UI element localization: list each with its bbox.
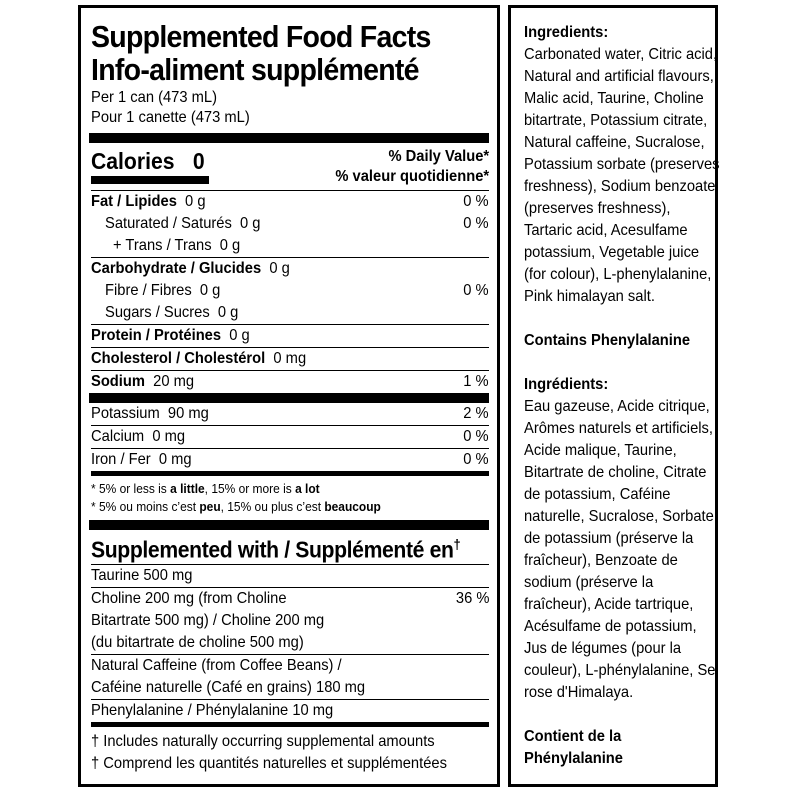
ingredient-line: couleur), L-phénylalanine, Sel [524,662,719,679]
nutrient-label: Iron / Fer [91,451,151,468]
nutrient-row-calcium [91,426,489,448]
ingredient-line: Jus de légumes (pour la [524,640,682,657]
nutrient-label: Fibre / Fibres [105,282,192,299]
divider-medium [91,722,489,727]
ingredient-line: freshness), Sodium benzoate [524,178,716,195]
nutrient-amount: 0 g [240,215,261,232]
supplement-taurine: Taurine 500 mg [91,566,193,584]
divider-medium [91,471,489,476]
ingredients-fr-header: Ingrédients: [524,376,609,393]
ingredient-line: fraîcheur), Benzoate de [524,552,678,569]
ingredient-line: de potassium, Caféine [524,486,671,503]
nutrient-label: Fat / Lipides [91,193,177,210]
serving-fr: Pour 1 canette (473 mL) [91,109,250,126]
nutrient-amount: 90 mg [167,405,209,422]
ingredient-line: Arômes naturels et artificiels, [524,420,713,437]
nutrient-row-iron [91,449,489,471]
nutrient-row-cholesterol [91,348,489,370]
divider-thick [89,393,489,403]
title-en: Supplemented Food Facts [91,19,431,54]
supplement-phenylalanine: Phenylalanine / Phénylalanine 10 mg [91,701,334,719]
ingredient-line: sodium (préserve la [524,574,654,591]
nutrient-amount: 0 mg [152,428,186,445]
ingredient-line: Acide malique, Taurine, [524,442,677,459]
nutrient-label: Sodium [91,373,145,390]
divider-thick [89,133,489,143]
ingredient-line: rose d'Himalaya. [524,684,634,701]
ingredient-line: fraîcheur), Acide tartrique, [524,596,694,613]
ingredient-line: potassium, Vegetable juice [524,244,700,261]
calories-value: 0 [192,148,205,174]
nutrient-row-saturated [91,213,489,235]
contains-fr-line: Phénylalanine [524,750,623,767]
nutrient-label: Potassium [91,405,160,422]
supplement-caffeine: Natural Caffeine (from Coffee Beans) / [91,656,342,674]
footnote-fr: * 5% ou moins c’est peu, 15% ou plus c’est beaucoup [91,499,381,514]
nutrient-dv: 0 % [463,215,489,232]
nutrition-facts-panel: Supplemented Food Facts Info-aliment supplémenté Per 1 can (473 mL) Pour 1 canette (473 mL) Calories 0 % Daily Value* % valeur quotidienne* Fat / Lipides 0 g 0 % Saturated / Saturés 0 g 0 % + Trans / Trans 0 g Carbohydrate / Glucides 0 g Fibre / Fibres 0 g 0 % Sugars / Sucres 0 g Protein / Protéines 0 g Cholesterol / Cholestérol 0 mg Sodium 20 mg 1 % Potassium 90 mg 2 % Calcium 0 mg 0 % Iron / Fer 0 mg 0 % * 5% or less is a little, 15% or more is a lot * 5% ou moins c’est peu, 15% ou plus c’est beaucoup Supplemented with / Supplémenté en† Taurine 500 mg Choline 200 mg (from Choline 36 % Bitartrate 500 mg) / Choline 200 mg (du bitartrate de choline 500 mg) Natural Caffeine (from Coffee Beans) / Caféine naturelle (Café en grains) 180 mg Phenylalanine / Phénylalanine 10 mg † Includes naturally occurring supplemental amounts † Comprend les quantités naturelles et supplémentées [78,5,500,787]
ingredient-line: Natural and artificial flavours, [524,68,714,85]
ingredient-line: Acésulfame de potassium, [524,618,697,635]
nutrient-dv: 2 % [463,405,489,422]
ingredient-line: Bitartrate de choline, Citrate [524,464,707,481]
nutrient-row-fat [91,191,489,213]
ingredient-line: Carbonated water, Citric acid, [524,46,718,63]
nutrient-label: Saturated / Saturés [105,215,232,232]
ingredients-fr-list [524,396,719,704]
nutrient-row-sodium [91,371,489,393]
nutrient-row-potassium [91,403,489,425]
nutrient-dv: 0 % [463,282,489,299]
dagger-note-en: † Includes naturally occurring supplemental amounts [91,732,435,750]
dagger-note-fr: † Comprend les quantités naturelles et supplémentées [91,754,447,772]
ingredient-line: Tartaric acid, Acesulfame [524,222,688,239]
nutrient-amount: 0 g [185,193,206,210]
daily-value-fr: % valeur quotidienne* [335,168,489,185]
nutrient-row-trans [91,235,489,257]
nutrient-label: Calcium [91,428,145,445]
ingredient-line: Eau gazeuse, Acide citrique, [524,398,710,415]
title-fr: Info-aliment supplémenté [91,52,419,87]
nutrient-row-fibre [91,280,489,302]
choline-dv: 36 % [455,589,489,607]
contains-en: Contains Phenylalanine [524,332,691,349]
nutrient-row-sugars [91,302,489,324]
ingredient-line: (for colour), L-phenylalanine, [524,266,712,283]
ingredient-line: Pink himalayan salt. [524,288,655,305]
nutrient-label: + Trans / Trans [113,237,212,254]
calories-label: Calories [91,148,175,174]
nutrient-dv: 0 % [463,428,489,445]
nutrient-dv: 0 % [463,451,489,468]
divider-thick [89,520,489,530]
ingredients-panel [508,5,718,787]
nutrient-label: Carbohydrate / Glucides [91,260,262,277]
serving-en: Per 1 can (473 mL) [91,89,217,106]
nutrient-dv: 0 % [463,193,489,210]
nutrient-label: Protein / Protéines [91,327,222,344]
nutrient-row-protein [91,325,489,347]
nutrient-amount: 0 g [219,237,241,254]
ingredient-line: bitartrate, Potassium citrate, [524,112,708,129]
nutrient-amount: 0 g [229,327,250,344]
ingredient-line: naturelle, Sucralose, Sorbate [524,508,714,525]
calories-row [91,147,489,187]
nutrient-amount: 0 mg [158,451,192,468]
nutrient-amount: 0 g [269,260,290,277]
daily-value-en: % Daily Value* [388,148,489,165]
nutrient-amount: 0 g [199,282,221,299]
nutrient-amount: 0 g [217,304,239,321]
ingredient-line: Malic acid, Taurine, Choline [524,90,704,107]
contains-fr-line: Contient de la [524,728,622,745]
ingredients-en-header: Ingredients: [524,24,609,41]
ingredient-line: Natural caffeine, Sucralose, [524,134,705,151]
nutrient-label: Cholesterol / Cholestérol [91,350,266,367]
ingredient-line: (preserves freshness), [524,200,671,217]
nutrient-row-carbohydrate [91,258,489,280]
nutrient-amount: 20 mg [153,373,195,390]
calories-bar [91,176,209,184]
supplemented-header: Supplemented with / Supplémenté en† [91,536,461,563]
ingredients-en-list [524,44,720,308]
ingredient-line: Potassium sorbate (preserves [524,156,720,173]
supplement-choline: Choline 200 mg (from Choline 36 % [91,588,489,610]
ingredient-line: de potassium (préserve la [524,530,694,547]
footnote-en: * 5% or less is a little, 15% or more is a lot [91,481,320,496]
nutrient-label: Sugars / Sucres [105,304,210,321]
nutrient-dv: 1 % [463,373,489,390]
nutrient-amount: 0 mg [273,350,307,367]
